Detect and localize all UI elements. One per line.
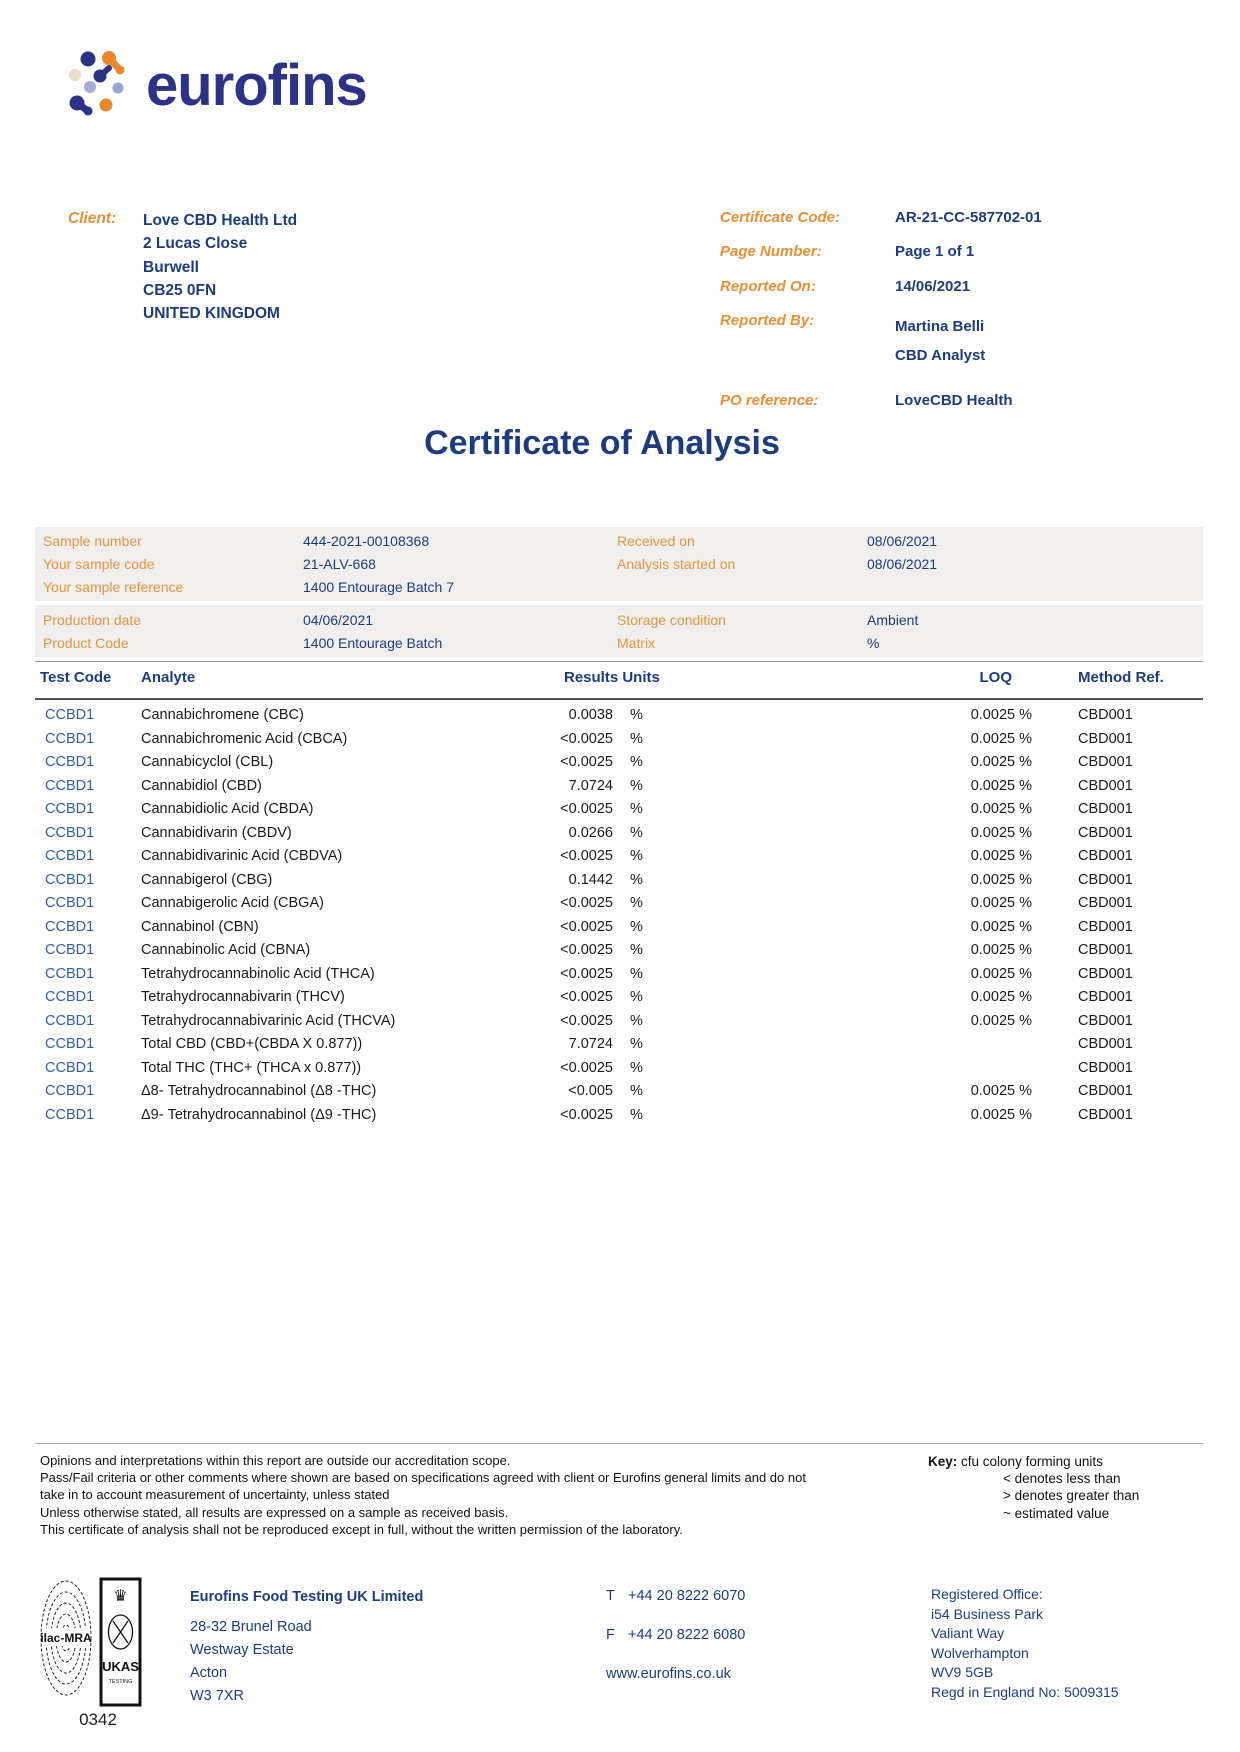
- table-row: [35, 872, 1203, 896]
- field-label: Your sample code: [43, 556, 155, 572]
- loq-cell: 0.0025 %: [970, 824, 1032, 841]
- page-number-row: [720, 243, 974, 261]
- method-ref-cell: CBD001: [1078, 1083, 1133, 1099]
- table-top-rule: [35, 661, 1203, 662]
- unit-cell: %: [630, 730, 643, 747]
- registered-office-block: [931, 1585, 1119, 1702]
- reported-on-row: [720, 278, 970, 296]
- reported-by-name: Martina Belli: [895, 318, 985, 335]
- field-value: 1400 Entourage Batch: [303, 635, 443, 651]
- method-ref-cell: CBD001: [1078, 1036, 1133, 1052]
- column-header-analyte: Analyte: [141, 669, 196, 686]
- field-value: 04/06/2021: [303, 612, 374, 628]
- result-cell: 0.0266: [568, 824, 613, 841]
- method-ref-cell: CBD001: [1078, 777, 1133, 794]
- analyte-cell: Cannabinol (CBN): [141, 918, 259, 935]
- field-value: %: [867, 635, 880, 651]
- test-code-cell: CCBD1: [45, 777, 95, 794]
- result-cell: <0.0025: [560, 918, 613, 935]
- field-label: Storage condition: [617, 612, 726, 628]
- method-ref-cell: CBD001: [1078, 801, 1133, 817]
- company-address-line: Westway Estate: [190, 1642, 294, 1658]
- test-code-cell: CCBD1: [45, 965, 95, 982]
- key-item: ~ estimated value: [1003, 1505, 1110, 1521]
- test-code-cell: CCBD1: [45, 1059, 95, 1076]
- loq-cell: 0.0025 %: [970, 754, 1032, 770]
- table-row: [35, 919, 1203, 943]
- result-cell: <0.0025: [560, 848, 613, 864]
- test-code-cell: CCBD1: [45, 871, 95, 888]
- disclaimer-line: Pass/Fail criteria or other comments where shown are based on specifications agreed with client or Eurofins general limits and do not: [40, 1470, 806, 1486]
- field-value: 08/06/2021: [867, 556, 938, 572]
- test-code-cell: CCBD1: [45, 1012, 95, 1029]
- analyte-cell: Cannabidivarin (CBDV): [141, 824, 292, 841]
- sample-info-row: [35, 579, 1203, 602]
- unit-cell: %: [630, 707, 643, 723]
- field-value: 1400 Entourage Batch 7: [303, 579, 455, 595]
- result-cell: <0.0025: [560, 1012, 613, 1029]
- method-ref-cell: CBD001: [1078, 871, 1133, 888]
- analyte-cell: Tetrahydrocannabivarinic Acid (THCVA): [141, 1012, 396, 1029]
- loq-cell: 0.0025 %: [970, 707, 1032, 723]
- loq-cell: 0.0025 %: [970, 1106, 1032, 1123]
- analyte-cell: Δ8- Tetrahydrocannabinol (Δ8 -THC): [141, 1083, 377, 1099]
- table-row: [35, 942, 1203, 966]
- table-row: [35, 848, 1203, 872]
- disclaimer-line: take in to account measurement of uncertainty, unless stated: [40, 1487, 390, 1503]
- reported-by-value: [895, 312, 985, 370]
- table-row: [35, 895, 1203, 919]
- unit-cell: %: [630, 1106, 643, 1123]
- loq-cell: 0.0025 %: [970, 777, 1032, 794]
- result-cell: 7.0724: [568, 777, 613, 794]
- column-header-loq: LOQ: [979, 669, 1012, 686]
- field-label: Analysis started on: [617, 556, 736, 572]
- table-row: [35, 966, 1203, 990]
- reported-by-label: Reported By:: [720, 312, 815, 329]
- test-code-cell: CCBD1: [45, 707, 95, 723]
- unit-cell: %: [630, 1012, 643, 1029]
- registered-office-line: Regd in England No: 5009315: [931, 1683, 1119, 1700]
- result-cell: <0.0025: [560, 1106, 613, 1123]
- result-cell: 0.1442: [568, 871, 613, 888]
- loq-cell: 0.0025 %: [970, 730, 1032, 747]
- unit-cell: %: [630, 895, 643, 911]
- ukas-testing-label: TESTING: [108, 1679, 133, 1685]
- method-ref-cell: CBD001: [1078, 1012, 1133, 1029]
- eurofins-logo-icon: [62, 44, 134, 118]
- key-first-line: [928, 1453, 1139, 1470]
- test-code-cell: CCBD1: [45, 848, 95, 864]
- table-row: [35, 825, 1203, 849]
- ilac-mra-label: ilac-MRA: [40, 1631, 92, 1645]
- test-code-cell: CCBD1: [45, 989, 95, 1005]
- unit-cell: %: [630, 871, 643, 888]
- registered-office-line: i54 Business Park: [931, 1605, 1044, 1622]
- unit-cell: %: [630, 942, 643, 958]
- disclaimer-line: This certificate of analysis shall not be reproduced except in full, without the written permission of the laboratory.: [40, 1521, 683, 1537]
- results-table-body: [35, 707, 1203, 1130]
- unit-cell: %: [630, 1036, 643, 1052]
- table-row: [35, 1013, 1203, 1037]
- loq-cell: 0.0025 %: [970, 895, 1032, 911]
- registered-office-line: WV9 5GB: [931, 1664, 994, 1680]
- phone-number: +44 20 8222 6070: [628, 1588, 746, 1604]
- ukas-label: UKAS: [102, 1659, 139, 1674]
- certificate-code-label: Certificate Code:: [720, 209, 841, 226]
- table-row: [35, 778, 1203, 802]
- analyte-cell: Total CBD (CBD+(CBDA X 0.877)): [141, 1036, 363, 1052]
- client-address-line: Burwell: [143, 258, 199, 276]
- loq-cell: 0.0025 %: [970, 871, 1032, 888]
- page-title: Certificate of Analysis: [424, 424, 780, 462]
- column-header-results-units: Results Units: [564, 669, 660, 686]
- table-row: [35, 1083, 1203, 1107]
- disclaimer-text: [40, 1452, 840, 1538]
- loq-cell: 0.0025 %: [970, 1012, 1032, 1029]
- table-row: [35, 731, 1203, 755]
- test-code-cell: CCBD1: [45, 730, 95, 747]
- client-address-lines: [143, 232, 297, 325]
- field-label: Your sample reference: [43, 579, 184, 595]
- field-label: Received on: [617, 533, 695, 549]
- unit-cell: %: [630, 801, 643, 817]
- method-ref-cell: CBD001: [1078, 965, 1133, 982]
- method-ref-cell: CBD001: [1078, 1059, 1133, 1076]
- result-cell: <0.005: [568, 1083, 613, 1099]
- page-number-value: Page 1 of 1: [895, 243, 975, 260]
- result-cell: <0.0025: [560, 801, 613, 817]
- client-address-line: UNITED KINGDOM: [143, 305, 280, 323]
- table-row: [35, 801, 1203, 825]
- results-table-header: [35, 669, 1203, 687]
- table-row: [35, 1107, 1203, 1131]
- table-row: [35, 989, 1203, 1013]
- client-address-line: CB25 0FN: [143, 281, 217, 299]
- key-label: Key:: [928, 1454, 958, 1469]
- analyte-cell: Cannabichromene (CBC): [141, 707, 304, 723]
- certificate-code-row: [720, 209, 1042, 227]
- table-row: [35, 1060, 1203, 1084]
- test-code-cell: CCBD1: [45, 918, 95, 935]
- product-info-band: [35, 605, 1203, 657]
- analyte-cell: Total THC (THC+ (THCA x 0.877)): [141, 1059, 362, 1076]
- loq-cell: 0.0025 %: [970, 965, 1032, 982]
- unit-cell: %: [630, 918, 643, 935]
- loq-cell: 0.0025 %: [970, 989, 1032, 1005]
- method-ref-cell: CBD001: [1078, 942, 1133, 958]
- loq-cell: 0.0025 %: [970, 918, 1032, 935]
- method-ref-cell: CBD001: [1078, 918, 1133, 935]
- field-label: Sample number: [43, 533, 142, 549]
- sample-info-row: [35, 556, 1203, 579]
- method-ref-cell: CBD001: [1078, 754, 1133, 770]
- result-cell: <0.0025: [560, 989, 613, 1005]
- method-ref-cell: CBD001: [1078, 707, 1133, 723]
- disclaimer-rule: [35, 1443, 1203, 1444]
- test-code-cell: CCBD1: [45, 801, 95, 817]
- field-value: Ambient: [867, 612, 919, 628]
- method-ref-cell: CBD001: [1078, 989, 1133, 1005]
- key-items: [1003, 1470, 1139, 1522]
- eurofins-wordmark: eurofins: [146, 53, 367, 118]
- crown-icon: ♛: [113, 1588, 128, 1605]
- test-code-cell: CCBD1: [45, 1083, 95, 1099]
- analyte-cell: Cannabidiolic Acid (CBDA): [141, 801, 314, 817]
- unit-cell: %: [630, 848, 643, 864]
- po-reference-row: [720, 392, 1013, 410]
- result-cell: 7.0724: [568, 1036, 613, 1052]
- unit-cell: %: [630, 989, 643, 1005]
- field-label: Product Code: [43, 635, 129, 651]
- table-row: [35, 1036, 1203, 1060]
- field-value: 444-2021-00108368: [303, 533, 430, 549]
- disclaimer-line: Unless otherwise stated, all results are expressed on a sample as received basis.: [40, 1504, 509, 1520]
- method-ref-cell: CBD001: [1078, 824, 1133, 841]
- result-cell: <0.0025: [560, 942, 613, 958]
- analyte-cell: Cannabigerolic Acid (CBGA): [141, 895, 324, 911]
- result-cell: <0.0025: [560, 895, 613, 911]
- website-row: [606, 1666, 731, 1682]
- analyte-cell: Cannabichromenic Acid (CBCA): [141, 730, 348, 747]
- analyte-cell: Cannabigerol (CBG): [141, 871, 273, 888]
- key-item: > denotes greater than: [1003, 1488, 1140, 1504]
- analyte-cell: Cannabicyclol (CBL): [141, 754, 274, 770]
- ukas-accreditation-number: 0342: [79, 1710, 117, 1729]
- registered-office-line: Wolverhampton: [931, 1644, 1029, 1661]
- registered-office-line: Valiant Way: [931, 1625, 1005, 1641]
- result-cell: <0.0025: [560, 965, 613, 982]
- reported-on-value: 14/06/2021: [895, 278, 971, 295]
- po-reference-label: PO reference:: [720, 392, 819, 409]
- result-cell: <0.0025: [560, 754, 613, 770]
- client-address-block: [143, 209, 297, 325]
- test-code-cell: CCBD1: [45, 1036, 95, 1052]
- loq-cell: 0.0025 %: [970, 848, 1032, 864]
- test-code-cell: CCBD1: [45, 754, 95, 770]
- analyte-cell: Tetrahydrocannabivarin (THCV): [141, 989, 345, 1005]
- unit-cell: %: [630, 824, 643, 841]
- analyte-cell: Tetrahydrocannabinolic Acid (THCA): [141, 965, 375, 982]
- unit-cell: %: [630, 965, 643, 982]
- analyte-cell: Cannabidivarinic Acid (CBDVA): [141, 848, 343, 864]
- unit-cell: %: [630, 777, 643, 794]
- field-value: 08/06/2021: [867, 533, 938, 549]
- phone-row: [606, 1588, 745, 1604]
- table-row: [35, 707, 1203, 731]
- field-value: 21-ALV-668: [303, 556, 376, 572]
- company-name: Eurofins Food Testing UK Limited: [190, 1589, 424, 1605]
- table-header-rule: [35, 698, 1203, 700]
- table-row: [35, 754, 1203, 778]
- field-label: Matrix: [617, 635, 656, 651]
- method-ref-cell: CBD001: [1078, 1106, 1133, 1123]
- test-code-cell: CCBD1: [45, 824, 95, 841]
- client-address-line: 2 Lucas Close: [143, 235, 248, 253]
- ukas-ilac-accreditation-logo: [40, 1576, 142, 1708]
- key-block: [928, 1453, 1139, 1522]
- company-address-line: W3 7XR: [190, 1688, 244, 1704]
- company-address-lines: [190, 1616, 423, 1708]
- unit-cell: %: [630, 1083, 643, 1099]
- fax-row: [606, 1627, 745, 1643]
- result-cell: 0.0038: [568, 707, 613, 723]
- sample-info-row: [35, 533, 1203, 556]
- column-header-test-code: Test Code: [40, 669, 112, 686]
- product-info-row: [35, 635, 1203, 658]
- company-address-block: [190, 1586, 423, 1708]
- company-address-line: 28-32 Brunel Road: [190, 1619, 312, 1635]
- test-code-cell: CCBD1: [45, 895, 95, 911]
- unit-cell: %: [630, 1059, 643, 1076]
- result-cell: <0.0025: [560, 730, 613, 747]
- client-name: Love CBD Health Ltd: [143, 212, 298, 229]
- client-label: Client:: [68, 210, 117, 227]
- reported-on-label: Reported On:: [720, 278, 816, 295]
- loq-cell: 0.0025 %: [970, 801, 1032, 817]
- company-address-line: Acton: [190, 1665, 228, 1681]
- test-code-cell: CCBD1: [45, 942, 95, 958]
- method-ref-cell: CBD001: [1078, 848, 1133, 864]
- test-code-cell: CCBD1: [45, 1106, 95, 1123]
- sample-info-band: [35, 527, 1203, 601]
- po-reference-value: LoveCBD Health: [895, 392, 1013, 409]
- page-number-label: Page Number:: [720, 243, 822, 260]
- reported-by-role: CBD Analyst: [895, 347, 986, 364]
- analyte-cell: Cannabidiol (CBD): [141, 777, 262, 794]
- analyte-cell: Cannabinolic Acid (CBNA): [141, 942, 311, 958]
- result-cell: <0.0025: [560, 1059, 613, 1076]
- disclaimer-line: Opinions and interpretations within this report are outside our accreditation scope.: [40, 1453, 511, 1468]
- unit-cell: %: [630, 754, 643, 770]
- website-link[interactable]: www.eurofins.co.uk: [606, 1666, 731, 1682]
- field-label: Production date: [43, 612, 142, 628]
- loq-cell: 0.0025 %: [970, 942, 1032, 958]
- key-item: < denotes less than: [1003, 1471, 1121, 1487]
- method-ref-cell: CBD001: [1078, 895, 1133, 911]
- certificate-code-value: AR-21-CC-587702-01: [895, 209, 1042, 226]
- phone-label: T: [606, 1588, 615, 1604]
- fax-label: F: [606, 1627, 615, 1643]
- key-cfu-definition: cfu colony forming units: [961, 1454, 1103, 1469]
- column-header-method-ref: Method Ref.: [1078, 669, 1164, 686]
- analyte-cell: Δ9- Tetrahydrocannabinol (Δ9 -THC): [141, 1106, 377, 1123]
- registered-office-line: Registered Office:: [931, 1586, 1043, 1602]
- fax-number: +44 20 8222 6080: [628, 1627, 746, 1643]
- reported-by-row: [720, 312, 985, 370]
- loq-cell: 0.0025 %: [970, 1083, 1032, 1099]
- method-ref-cell: CBD001: [1078, 730, 1133, 747]
- product-info-row: [35, 612, 1203, 635]
